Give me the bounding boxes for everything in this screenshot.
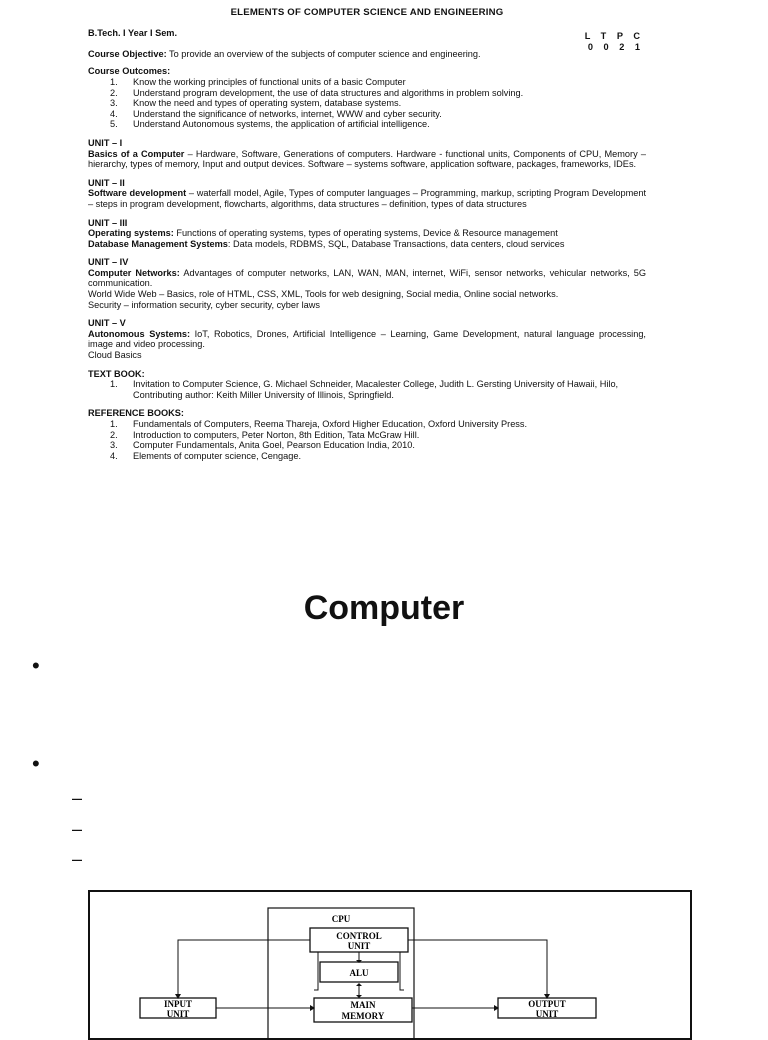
list-item: 3. Computer Fundamentals, Anita Goel, Pearson Education India, 2010. bbox=[110, 440, 415, 451]
outcomes-label: Course Outcomes: bbox=[88, 66, 171, 77]
textbook-label: TEXT BOOK: bbox=[88, 368, 145, 379]
list-item: 1. Invitation to Computer Science, G. Michael Schneider, Macalester College, Judith L. Gersting University of Hawaii, Hilo, Contributing author: Keith Miller University of Illinois, Springfield. bbox=[110, 379, 619, 400]
list-item: 3. Know the need and types of operating system, database systems. bbox=[110, 98, 402, 109]
ltpc-table bbox=[585, 31, 644, 52]
list-item: 5. Understand Autonomous systems, the application of artificial intelligence. bbox=[110, 119, 430, 130]
cpu-label: CPU bbox=[331, 914, 351, 924]
unit-4-body-networks: Computer Networks: Advantages of computer networks, LAN, WAN, MAN, internet, WiFi, sensor networks, vehicular networks, 5G communication. bbox=[88, 267, 646, 289]
main-memory-line1: MAIN bbox=[350, 1000, 376, 1010]
list-item: 4. Understand the significance of networks, internet, WWW and cyber security. bbox=[110, 108, 442, 119]
unit-2-body: Software development – waterfall model, Agile, Types of computer languages – Programming, markup, scripting Program Development – steps in program development, flowcharts, algorithms, data structures – definition, types of data structures bbox=[88, 188, 646, 209]
dash-2: – bbox=[72, 819, 83, 839]
unit-3-body-os: Operating systems: Functions of operating systems, types of operating systems, Device & Resource management bbox=[88, 228, 558, 239]
computer-block-diagram bbox=[88, 890, 692, 1040]
slide-computer bbox=[0, 548, 768, 1024]
unit-3-body-dbms: Database Management Systems: Data models, RDBMS, SQL, Database Transactions, data centers, cloud services bbox=[88, 238, 565, 249]
output-unit-line2: UNIT bbox=[535, 1009, 559, 1019]
reference-label: REFERENCE BOOKS: bbox=[88, 408, 184, 419]
semester-label: B.Tech. I Year I Sem. bbox=[88, 27, 178, 38]
syllabus-page bbox=[88, 8, 646, 461]
unit-3-heading: UNIT – III bbox=[88, 217, 128, 228]
objective-label: Course Objective: bbox=[88, 48, 167, 59]
unit-5-body: Autonomous Systems: IoT, Robotics, Drones, Artificial Intelligence – Learning, Game Development, natural language processing, image and video processing. bbox=[88, 328, 646, 350]
slide-title: Computer bbox=[303, 589, 465, 627]
bullet-2: • bbox=[32, 751, 40, 776]
main-memory-line2: MEMORY bbox=[341, 1011, 385, 1021]
outcomes-list bbox=[88, 77, 646, 130]
unit-1-body: Basics of a Computer – Hardware, Software, Generations of computers. Hardware - functional units, Components of CPU, Memory – hierarchy, types of memory, Input and output devices. Software – systems software, application software, packages, frameworks, IDEs. bbox=[88, 148, 646, 170]
control-unit-line1: CONTROL bbox=[336, 931, 382, 941]
unit-5-heading: UNIT – V bbox=[88, 318, 126, 329]
input-unit-line1: INPUT bbox=[163, 999, 193, 1009]
list-item: 1. Fundamentals of Computers, Reema Thareja, Oxford Higher Education, Oxford University Press. bbox=[110, 419, 528, 429]
unit-1-heading: UNIT – I bbox=[88, 137, 123, 148]
unit-4-heading: UNIT – IV bbox=[88, 257, 129, 268]
objective-text: To provide an overview of the subjects of computer science and engineering. bbox=[166, 48, 481, 59]
semester-row bbox=[88, 28, 646, 39]
course-objective bbox=[88, 49, 646, 60]
dash-1: – bbox=[72, 788, 83, 808]
alu-label: ALU bbox=[349, 968, 369, 978]
output-unit-line1: OUTPUT bbox=[528, 999, 566, 1009]
ltpc-header: L T P C bbox=[584, 31, 644, 41]
unit-5-cloud: Cloud Basics bbox=[88, 350, 142, 361]
bullet-1: • bbox=[32, 653, 40, 678]
input-unit-line2: UNIT bbox=[166, 1009, 190, 1019]
list-item: 4. Elements of computer science, Cengage. bbox=[110, 450, 302, 461]
list-item: 2. Introduction to computers, Peter Norton, 8th Edition, Tata McGraw Hill. bbox=[110, 429, 420, 440]
control-unit-line2: UNIT bbox=[347, 941, 371, 951]
reference-list bbox=[88, 419, 646, 461]
dash-3: – bbox=[72, 849, 83, 869]
syllabus-title: ELEMENTS OF COMPUTER SCIENCE AND ENGINEERING bbox=[230, 7, 504, 18]
textbook-list bbox=[88, 379, 646, 400]
list-item: 2. Understand program development, the use of data structures and algorithms in problem solving. bbox=[110, 87, 524, 98]
unit-4-body-security: Security – information security, cyber security, cyber laws bbox=[88, 299, 320, 310]
ltpc-values: 0 0 2 1 bbox=[587, 41, 644, 52]
list-item: 1. Know the working principles of functional units of a basic Computer bbox=[110, 76, 406, 87]
unit-2-heading: UNIT – II bbox=[88, 177, 125, 188]
unit-4-body-www: World Wide Web – Basics, role of HTML, CSS, XML, Tools for web designing, Social media, Online social networks. bbox=[88, 289, 559, 300]
